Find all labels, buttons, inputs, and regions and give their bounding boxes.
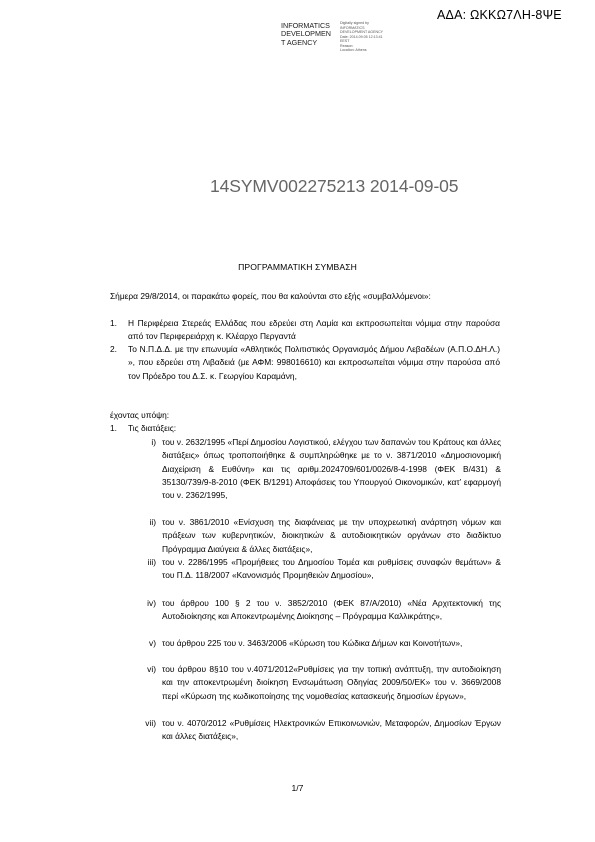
signature-detail-line: Location: Athens — [340, 48, 367, 52]
signer-organization — [281, 22, 331, 47]
subitem-numeral: ii) — [149, 517, 156, 527]
subitem-text: του ν. 2632/1995 «Περί Δημοσίου Λογιστικού, ελέγχου των δαπανών του Κράτους και άλλες διατάξεις» όπως τροποποιήθηκε & συμπληρώθηκε με το ν. 3871/2010 «Δημοσιονομική Διαχείριση & Ευθύνη» και τις αριθμ.2024709/601/0026/8-4-1998 (ΦΕΚ Β/431) & 35130/739/9-8-2010 (ΦΕΚ Β/1291) Αποφάσεις του Υπουργού Οικονομικών, κατ’ εφαρμογή του ν. 2362/1995, — [162, 437, 501, 501]
subitem-numeral: iii) — [147, 557, 156, 567]
signature-detail-line: Date: 2014.09.05 12:13:41 — [340, 34, 383, 39]
provisions-label: Τις διατάξεις: — [128, 423, 177, 433]
signer-org-line: INFORMATICS — [281, 21, 330, 30]
party-number: 2. — [110, 344, 117, 354]
party-text: Η Περιφέρεια Στερεάς Ελλάδας που εδρεύει στη Λαμία και εκπροσωπείται νόμιμα στην παρούσα από τον Περιφερειάρχη κ. Κλέαρχο Περγαντά — [128, 318, 500, 342]
provision-subitem — [136, 717, 501, 744]
subitem-numeral: vii) — [145, 718, 156, 728]
provision-subitem — [136, 516, 501, 556]
party-item — [110, 343, 500, 383]
subitem-text: του ν. 2286/1995 «Προμήθειες του Δημοσίου Τομέα και ρυθμίσεις συναφών θεμάτων» & του Π.Δ. 118/2007 «Κανονισμός Προμηθειών Δημοσίου», — [162, 557, 501, 581]
signature-detail-line: DEVELOPMENT AGENCY — [340, 30, 384, 34]
subitem-numeral: v) — [149, 638, 156, 648]
provision-subitem — [136, 663, 501, 703]
provision-subitem — [136, 597, 501, 624]
subitem-text: του ν. 3861/2010 «Ενίσχυση της διαφάνειας με την υποχρεωτική ανάρτηση νόμων και πράξεων των κυβερνητικών, διοικητικών & αυτοδιοικητικών οργάνων στο διαδίκτυο Πρόγραμμα Διαύγεια & άλλες διατάξεις», — [162, 517, 501, 554]
subitem-text: του άρθρου 8§10 του ν.4071/2012«Ρυθμίσεις για την τοπική ανάπτυξη, την αυτοδιοίκηση και την αποκεντρωμένη διοίκηση Ενσωμάτωση Οδηγίας 2009/50/ΕΚ» του ν. 3669/2008 περί «Κύρωση της κωδικοποίησης της νομοθεσίας κατασκευής δημοσίων έργων», — [162, 664, 501, 701]
party-number: 1. — [110, 318, 117, 328]
signature-detail-line: Reason: — [340, 43, 354, 48]
signature-detail-line: Digitally signed by — [340, 21, 369, 25]
signer-org-line: DEVELOPMEN — [281, 29, 331, 39]
subitem-text: του ν. 4070/2012 «Ρυθμίσεις Ηλεκτρονικών Επικοινωνιών, Μεταφορών, Δημοσίων Έργων και άλλες διατάξεις», — [162, 718, 501, 742]
considering-heading: έχοντας υπόψη: — [110, 410, 170, 420]
subitem-numeral: i) — [151, 437, 156, 447]
page-number: 1/7 — [291, 783, 304, 793]
party-text: Το Ν.Π.Δ.Δ. με την επωνυμία «Αθλητικός Πολιτιστικός Οργανισμός Δήμου Λεβαδέων (Α.Π.Ο.ΔΗ.Λ.) », που εδρεύει στη Λιβαδειά (με ΑΦΜ: 998016610) και εκπροσωπείται νόμιμα στην παρούσα από τον Πρόεδρο του Δ.Σ. κ. Γεωργίου Καραμάνη, — [128, 344, 500, 381]
digital-signature-details — [340, 21, 383, 53]
signer-org-line: T AGENCY — [281, 37, 318, 47]
document-number: 14SYMV002275213 2014-09-05 — [210, 176, 459, 196]
provisions-item — [110, 422, 500, 435]
subitem-text: του άρθρου 100 § 2 του ν. 3852/2010 (ΦΕΚ 87/Α/2010) «Νέα Αρχιτεκτονική της Αυτοδιοίκησης και Αποκεντρωμένης Διοίκησης – Πρόγραμμα Καλλικράτης», — [162, 598, 501, 622]
provisions-number: 1. — [110, 423, 117, 433]
intro-paragraph: Σήμερα 29/8/2014, οι παρακάτω φορείς, που θα καλούνται στο εξής «συμβαλλόμενοι»: — [110, 291, 431, 301]
subitem-text: του άρθρου 225 του ν. 3463/2006 «Κύρωση του Κώδικα Δήμων και Κοινοτήτων», — [162, 638, 463, 648]
subitem-numeral: vi) — [147, 664, 156, 674]
provision-subitem — [136, 556, 501, 583]
signature-detail-line: INFORMATICS — [340, 25, 365, 30]
document-title: ΠΡΟΓΡΑΜΜΑΤΙΚΗ ΣΥΜΒΑΣΗ — [238, 262, 357, 272]
provision-subitem — [136, 436, 501, 502]
signature-detail-line: EEST — [340, 39, 350, 43]
ada-code: ΑΔΑ: ΩΚΚΩ7ΛΗ-8ΨΕ — [437, 8, 562, 22]
subitem-numeral: iv) — [147, 598, 156, 608]
provision-subitem — [136, 637, 501, 650]
party-item — [110, 317, 500, 344]
